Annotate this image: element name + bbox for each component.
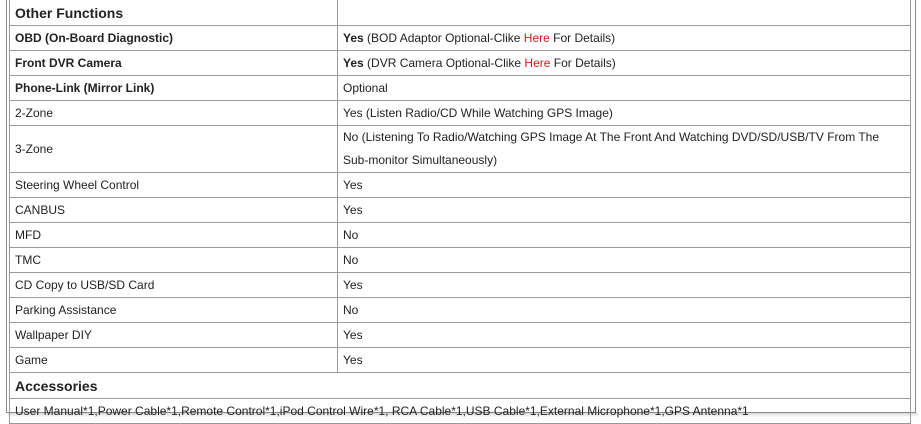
section-title: Other Functions xyxy=(10,0,338,26)
spec-table xyxy=(9,0,911,424)
here-link[interactable]: Here xyxy=(524,56,551,70)
row-value: Yes xyxy=(338,348,911,373)
row-value: No (Listening To Radio/Watching GPS Image At The Front And Watching DVD/SD/USB/TV From The Sub-monitor Simultaneously) xyxy=(338,126,911,173)
value-text: (BOD Adaptor Optional-Clike xyxy=(363,31,524,45)
value-yes: Yes xyxy=(343,31,364,45)
table-row xyxy=(10,399,911,424)
row-value xyxy=(338,26,911,51)
table-row xyxy=(10,76,911,101)
row-value: Yes xyxy=(338,323,911,348)
accessories-list: User Manual*1,Power Cable*1,Remote Control*1,iPod Control Wire*1, RCA Cable*1,USB Cable*1,External Microphone*1,GPS Antenna*1 xyxy=(10,399,911,424)
row-value: Yes xyxy=(338,198,911,223)
value-text: For Details) xyxy=(550,56,616,70)
table-row xyxy=(10,223,911,248)
row-value: No xyxy=(338,298,911,323)
row-label: Phone-Link (Mirror Link) xyxy=(10,76,338,101)
section-header-other-functions xyxy=(10,0,911,26)
section-title: Accessories xyxy=(10,373,911,399)
row-label: Game xyxy=(10,348,338,373)
section-header-accessories xyxy=(10,373,911,399)
table-row xyxy=(10,348,911,373)
value-text: For Details) xyxy=(549,31,616,45)
row-label: 2-Zone xyxy=(10,101,338,126)
table-row xyxy=(10,273,911,298)
row-label: OBD (On-Board Diagnostic) xyxy=(10,26,338,51)
row-label: Steering Wheel Control xyxy=(10,173,338,198)
row-value: Yes xyxy=(338,273,911,298)
row-value: Yes (Listen Radio/CD While Watching GPS Image) xyxy=(338,101,911,126)
row-label: MFD xyxy=(10,223,338,248)
row-value xyxy=(338,51,911,76)
row-label: CANBUS xyxy=(10,198,338,223)
table-row xyxy=(10,198,911,223)
row-label: Parking Assistance xyxy=(10,298,338,323)
table-row xyxy=(10,323,911,348)
table-row xyxy=(10,101,911,126)
table-row xyxy=(10,26,911,51)
row-value: Optional xyxy=(338,76,911,101)
row-label: CD Copy to USB/SD Card xyxy=(10,273,338,298)
row-label: 3-Zone xyxy=(10,126,338,173)
row-value: Yes xyxy=(338,173,911,198)
table-row xyxy=(10,126,911,173)
section-title-empty xyxy=(338,0,911,26)
table-row xyxy=(10,51,911,76)
row-value: No xyxy=(338,223,911,248)
row-label: Front DVR Camera xyxy=(10,51,338,76)
row-label: Wallpaper DIY xyxy=(10,323,338,348)
value-yes: Yes xyxy=(343,56,364,70)
value-text: (DVR Camera Optional-Clike xyxy=(363,56,525,70)
row-label: TMC xyxy=(10,248,338,273)
row-value: No xyxy=(338,248,911,273)
table-row xyxy=(10,298,911,323)
table-row xyxy=(10,173,911,198)
table-row xyxy=(10,248,911,273)
here-link[interactable]: Here xyxy=(523,31,550,45)
